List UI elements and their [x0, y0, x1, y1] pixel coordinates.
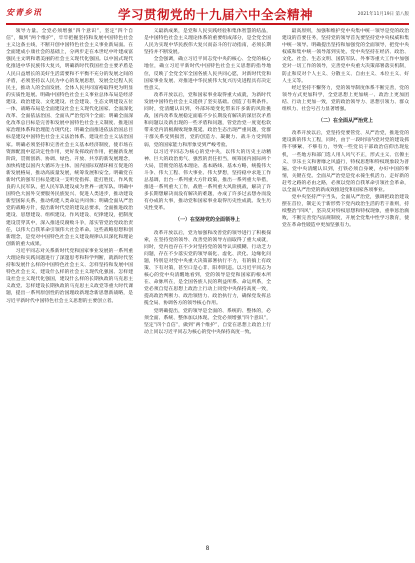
paragraph: 最高原则，加强和维护党中央集中统一领导是党的政治建设的首要任务，坚持党的领导首先要坚持党中央权威和集中统一领导。明确提出坚持和加强党的全面领导，把党中央权威和集中统一领导落到实处。党中央坚持在经济、政治、文化、社会、生态文明、国防军队、外事等重大工作中加强党对一切工作的领导，完善党中央重大决策部署落实机制，防止和反对个人主义、分散主义、自由主义、本位主义、好人主义等。 [282, 29, 409, 84]
paragraph: 党明确提出，党的领导是全面的、系统的、整体的，必须全面、系统、整体加以体现。全党必须增强“四个意识”，坚定“四个自信”，做到“两个维护”，自觉在思想上政治上行动上同以习近平同志为核心的党中央保持高度一致。 [144, 308, 271, 335]
paragraph: 习近平同志对关系新时代党和国家事业发展的一系列重大理论和实践问题进行了深邃思考和科学判断，就新时代坚持和发展什么样的中国特色社会主义、怎样坚持和发展中国特色社会主义，建设什么样的社会主义现代化强国、怎样建设社会主义现代化强国，建设什么样的长期执政的马克思主义政党、怎样建设长期执政的马克思主义政党等重大时代课题，提出一系列原创性的治国理政新理念新思想新战略，是习近平新时代中国特色社会主义思想的主要创立者。 [6, 248, 133, 304]
paragraph: 改革开放以后，党坚持党要管党、从严治党，推进党的建设新的伟大工程，同时，由于一段时间内党对党的建设抓得不够紧、不够有力，导致一些党员干部政治信仰出现危机，一些地方和部门选人用人风气不正，形式主义、官僚主义、享乐主义和奢靡之风盛行，特权思想和特权现象较为普遍。党中央清醒认识到，打铁必须自身硬，办好中国的事情，关键在党。全面从严治党是党永葆生机活力、走好新的赶考之路的必由之路，必须以党的自我革命引领社会革命，以全面从严治党的新成效推进党和国家各项事业。 [282, 131, 409, 193]
header-rule [6, 23, 409, 25]
paragraph: 领导力量。全党必须增强“四个意识”，坚定“四个自信”，做到“两个维护”，牢牢把握坚持和发展中国特色社会主义这条主线，不断开创中国特色社会主义事业新局面。在全面建成小康社会的基础上，分两步走在本世纪中叶建成富强民主文明和谐美丽的社会主义现代化强国。以中国式现代化推进中华民族伟大复兴，明确新时代我国社会主要矛盾是人民日益增长的美好生活需要和不平衡不充分的发展之间的矛盾，必须坚持以人民为中心的发展思想，发展全过程人民民主，推动人的全面发展、全体人民共同富裕取得更为明显的实质性进展。明确中国特色社会主义事业总体布局是经济建设、政治建设、文化建设、社会建设、生态文明建设五位一体，战略布局是全面建设社会主义现代化国家、全面深化改革、全面依法治国、全面从严治党四个全面；明确全面深化改革总目标是完善和发展中国特色社会主义制度、推进国家治理体系和治理能力现代化；明确全面推进依法治国总目标是建设中国特色社会主义法治体系、建设社会主义法治国家。明确必须坚持和完善社会主义基本经济制度，使市场在资源配置中起决定性作用，更好发挥政府作用，把握新发展阶段，贯彻创新、协调、绿色、开放、共享的新发展理念，加快构建以国内大循环为主体、国内国际双循环相互促进的新发展格局，推动高质量发展，统筹发展和安全。明确党在新时代的强军目标是建设一支听党指挥、能打胜仗、作风优良的人民军队，把人民军队建设成为世界一流军队。明确中国特色大国外交要服务民族复兴、促进人类进步，推动建设新型国际关系，推动构建人类命运共同体；明确全面从严治党的战略方针，提出新时代党的建设总要求，全面推进政治建设、思想建设、组织建设、作风建设、纪律建设，把制度建设贯穿其中，深入推进反腐败斗争，落实管党治党政治责任，以伟大自我革命引领伟大社会革命。这些战略思想和创新理念，是党对中国特色社会主义建设规律认识深化和理论创新的重大成果。 [6, 29, 133, 247]
column-1 [6, 28, 133, 540]
masthead: 安青乡讯 [6, 7, 42, 17]
page-number: 8 [205, 545, 210, 552]
column-2 [144, 28, 271, 540]
paragraph: 党中央坚持严字当头，全面从严治党，强调把政治建设摆在首位，制定关于新形势下党内政治生活的若干准则，持续整治“四风”，坚决反对特权思想和特权现象，重拳惩治腐败，不断完善党内法规制度，开展全党集中性学习教育，使党在革命性锻造中更加坚强有力。 [282, 195, 409, 229]
paragraph: 改革开放以后，党为加强和改善党的领导进行了积极探索，在坚持党的领导、改善党的领导方面取得了重大成就，同时，党内也存在不少对坚持党的领导认识模糊、行动乏力问题，存在不少落实党的领导弱化、虚化、淡化、边缘化问题，特别是对党中央重大决策部署执行不力，有的搞上有政策、下有对策，甚至口是心非、阳奉阴违。以习近平同志为核心的党中央清醒地看到，党的领导是党和国家的根本所在、命脉所在，是全国各族人民的利益所系、命运所系，全党必须自觉在思想上政治上行动上同党中央保持高度一致，提高政治判断力、政治领悟力、政治执行力，确保党发挥总揽全局、协调各方的领导核心作用。 [144, 230, 271, 307]
page-title: 学习贯彻党的十九届六中全会精神 [118, 7, 314, 22]
paragraph: 改革开放以后，党和国家事业取得重大成就，为新时代发展中国特色社会主义提供了坚实基础。创造了有利条件。同时，党清醒认识到，外部环境变化带来许多新的风险挑战，国内改革发展稳定面临不少长期没有解决的深层次矛盾和问题以及新出现的一些矛盾和问题，管党治党一度宽松软带来党内消极腐败现象蔓延、政治生态出现严重问题，党群干群关系受到损害，党的创造力、凝聚力、战斗力受到削弱，党的国家能力和形象受到严峻考验。 [144, 92, 271, 148]
newspaper-page [6, 4, 409, 557]
section-subheading: （一）在坚持党的全面领导上 [174, 217, 240, 224]
paragraph: 经过坚持不懈努力，党的领导制度体系不断完善，党的领导方式更加科学，全党思想上更加统一、政治上更加团结、行动上更加一致，党的政治领导力、思想引领力、群众组织力、社会号召力显著增强。 [282, 85, 409, 113]
paragraph: 以习近平同志为核心的党中央，以伟大的历史主动精神、巨大的政治勇气、强烈的责任担当，统筹国内国际两个大局，贯彻党的基本理论、基本路线、基本方略，统揽伟大斗争、伟大工程、伟大事业、伟大梦想，坚持稳中求进工作总基调，出台一系列重大方针政策，推出一系列重大举措，推进一系列重大工作，战胜一系列重大风险挑战，解决了许多长期想解决而没有解决的难题，办成了许多过去想办而没有办成的大事，推动党和国家事业取得历史性成就、发生历史性变革。 [144, 149, 271, 212]
paragraph: 全会强调，确立习近平同志党中央的核心、全党的核心地位，确立习近平新时代中国特色社会主义思想的指导地位，反映了全党全军全国各族人民共同心愿，对新时代党和国家事业发展、对推进中华民族伟大复兴历史进程具有决定性意义。 [144, 57, 271, 91]
paragraph: 义最新成果，是党和人民实践经验和集体智慧的结晶，是中国特色社会主义理论体系的重要组成部分，是全党全国人民为实现中华民族伟大复兴而奋斗的行动指南，必须长期坚持并不断发展。 [144, 29, 271, 56]
column-3 [282, 28, 409, 540]
page-header [6, 4, 409, 26]
issue-date: 2021年11月19日 第八版 [357, 12, 409, 17]
section-subheading: （二）在全面从严治党上 [317, 118, 373, 125]
